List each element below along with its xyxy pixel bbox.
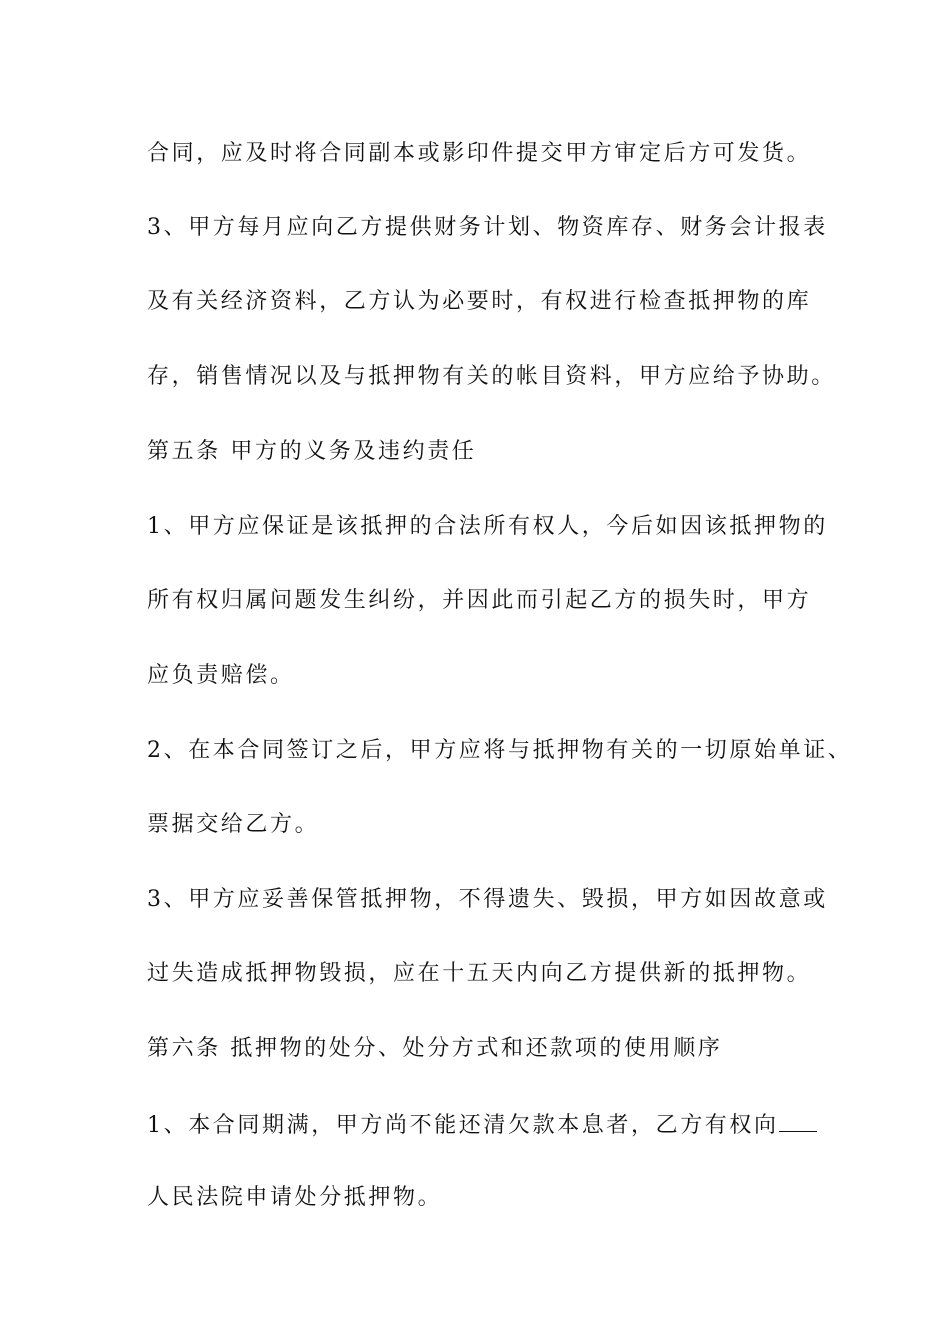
paragraph-line: 应负责赔偿。 <box>147 663 295 688</box>
paragraph-line: 及有关经济资料，乙方认为必要时，有权进行检查抵押物的库 <box>147 289 812 314</box>
paragraph-line: 3、甲方应妥善保管抵押物，不得遗失、毁损，甲方如因故意或 <box>147 887 828 912</box>
paragraph-line: 人民法院申请处分抵押物。 <box>147 1185 443 1210</box>
paragraph-line: 合同，应及时将合同副本或影印件提交甲方审定后方可发货。 <box>147 141 812 166</box>
section-heading: 第五条 甲方的义务及违约责任 <box>147 439 477 464</box>
paragraph-line-with-blank <box>147 1113 817 1137</box>
paragraph-line: 3、甲方每月应向乙方提供财务计划、物资库存、财务会计报表 <box>147 215 828 240</box>
paragraph-line: 2、在本合同签订之后，甲方应将与抵押物有关的一切原始单证、 <box>147 738 853 763</box>
section-heading: 第六条 抵押物的处分、处分方式和还款项的使用顺序 <box>147 1036 723 1061</box>
paragraph-line: 票据交给乙方。 <box>147 812 320 837</box>
paragraph-line: 所有权归属问题发生纠纷，并因此而引起乙方的损失时，甲方 <box>147 588 812 613</box>
paragraph-line-text: 1、本合同期满，甲方尚不能还清欠款本息者，乙方有权向 <box>147 1113 779 1138</box>
fill-in-blank <box>779 1113 817 1132</box>
paragraph-line: 过失造成抵押物毁损，应在十五天内向乙方提供新的抵押物。 <box>147 961 812 986</box>
paragraph-line: 1、甲方应保证是该抵押的合法所有权人，今后如因该抵押物的 <box>147 514 828 539</box>
paragraph-line: 存，销售情况以及与抵押物有关的帐目资料，甲方应给予协助。 <box>147 364 836 389</box>
